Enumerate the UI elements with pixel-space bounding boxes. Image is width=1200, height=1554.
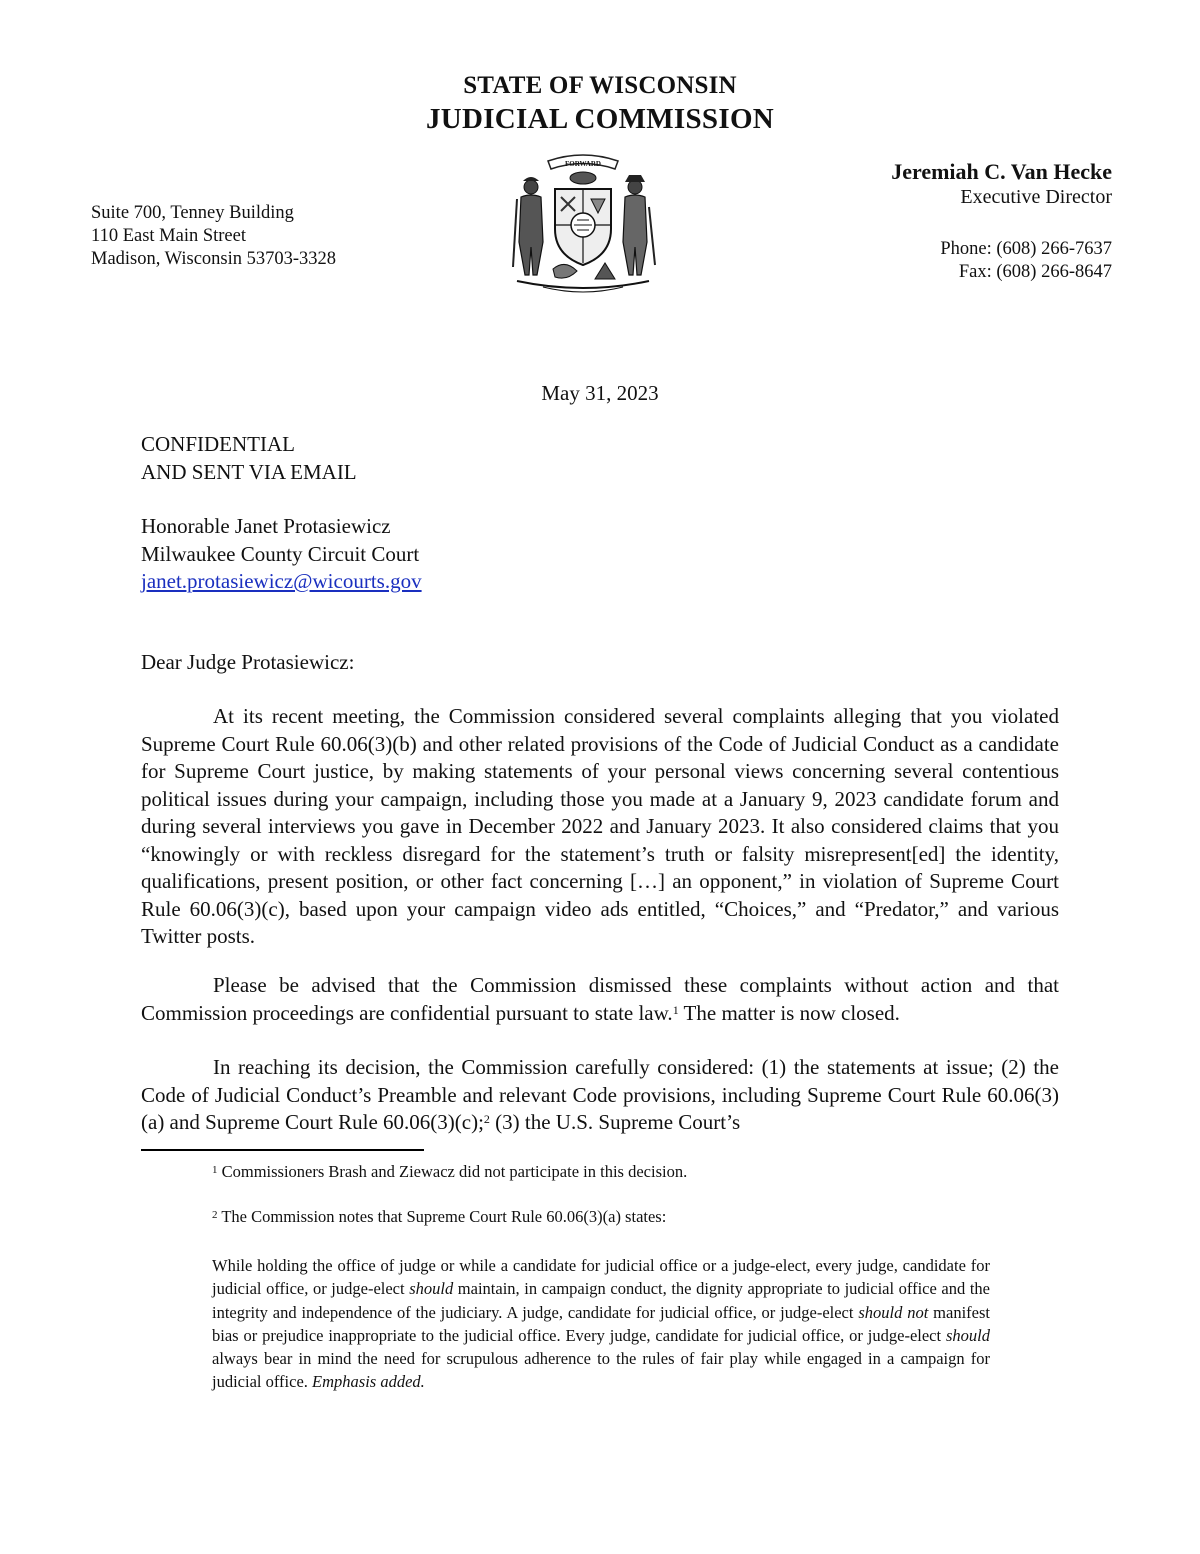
address-line-1: Suite 700, Tenney Building: [91, 203, 294, 223]
footnote-1-mark: 1: [212, 1164, 218, 1176]
quote-part-4: always bear in mind the need for scrupulous adherence to the rules of fair play while engaged in a campaign for judicial office.: [212, 1349, 990, 1392]
paragraph-decision: [141, 1054, 1059, 1137]
commission-address: [91, 202, 336, 271]
quote-part-2: maintain, in campaign conduct, the dignity appropriate to judicial office and the integrity and independence of the judiciary. A judge, candidate for judicial office, or judge-elect: [212, 1279, 990, 1322]
state-seal-icon: [503, 147, 663, 297]
addressee-court: Milwaukee County Circuit Court: [141, 541, 420, 566]
footnote-2: [212, 1206, 990, 1228]
confidential-notice: [141, 431, 1059, 486]
paragraph-complaints: At its recent meeting, the Commission considered several complaints alleging that you violated Supreme Court Rule 60.06(3)(b) and other related provisions of the Code of Judicial Conduct as a candidate for Supreme Court justice, by making statements of your personal views concerning several contentious political issues during your campaign, including those you made at a January 9, 2023 candidate forum and during several interviews you gave in December 2022 and January 2023. It also considered claims that you “knowingly or with reckless disregard for the statement’s truth or falsity misrepresent[ed] the identity, qualifications, present position, or other fact concerning […] an opponent,” in violation of Supreme Court Rule 60.06(3)(c), based upon your campaign video ads entitled, “Choices,” and “Predator,” and various Twitter posts.: [141, 704, 1059, 948]
confidential-line-1: CONFIDENTIAL: [141, 432, 295, 456]
director-contact: [940, 238, 1112, 284]
letterhead-agency: JUDICIAL COMMISSION: [425, 103, 775, 135]
footnote-2-quote: [212, 1254, 990, 1394]
footnote-1-text: Commissioners Brash and Ziewacz did not participate in this decision.: [217, 1162, 688, 1181]
quote-part-3: manifest bias or prejudice inappropriate to the judicial office. Every judge, candidate for judicial office, or judge-elect: [212, 1302, 990, 1345]
dismissal-closing: The matter is now closed.: [678, 1000, 900, 1025]
footnote-ref-1[interactable]: 1: [672, 1002, 679, 1017]
decision-text: In reaching its decision, the Commission carefully considered: (1) the statements at issue; (2) the Code of Judicial Conduct’s Preamble and relevant Code provisions, including Supreme Court Rule 60.06(3)(a) and Supreme Court Rule 60.06(3)(c);: [141, 1055, 1059, 1134]
salutation: Dear Judge Protasiewicz:: [141, 650, 355, 674]
footnote-2-text: The Commission notes that Supreme Court Rule 60.06(3)(a) states:: [217, 1207, 667, 1226]
seal-motto: FORWARD: [565, 160, 601, 168]
addressee-block: [141, 513, 1059, 596]
phone-number: Phone: (608) 266-7637: [940, 239, 1112, 259]
dismissal-text: Please be advised that the Commission dismissed these complaints without action and that Commission proceedings are confidential pursuant to state law.: [141, 973, 1059, 1025]
quote-emphasis-3: should: [945, 1325, 990, 1345]
footnote-1: [212, 1161, 990, 1183]
letter-date: May 31, 2023: [541, 381, 659, 405]
addressee-name: Honorable Janet Protasiewicz: [141, 514, 391, 538]
address-line-3: Madison, Wisconsin 53703-3328: [91, 249, 337, 269]
addressee-email-link[interactable]: janet.protasiewicz@wicourts.gov: [141, 569, 422, 593]
emphasis-added-note: Emphasis added.: [312, 1372, 425, 1392]
confidential-line-2: AND SENT VIA EMAIL: [141, 459, 357, 484]
decision-continuation: (3) the U.S. Supreme Court’s: [489, 1110, 741, 1134]
footnote-divider: [141, 1149, 424, 1151]
quote-emphasis-2: should not: [858, 1302, 929, 1322]
director-name: Jeremiah C. Van Hecke: [891, 159, 1112, 184]
letterhead-state: STATE OF WISCONSIN: [463, 72, 737, 99]
fax-number: Fax: (608) 266-8647: [958, 262, 1112, 282]
footnote-2-mark: 2: [212, 1209, 218, 1221]
footnote-ref-2[interactable]: 2: [483, 1112, 490, 1126]
director-title: Executive Director: [960, 186, 1112, 208]
paragraph-dismissal: [141, 972, 1059, 1027]
quote-emphasis-1: should: [409, 1279, 454, 1299]
quote-part-1: While holding the office of judge or while a candidate for judicial office or a judge-elect, every judge, candidate for judicial office, or judge-elect: [212, 1256, 990, 1299]
address-line-2: 110 East Main Street: [91, 226, 246, 246]
